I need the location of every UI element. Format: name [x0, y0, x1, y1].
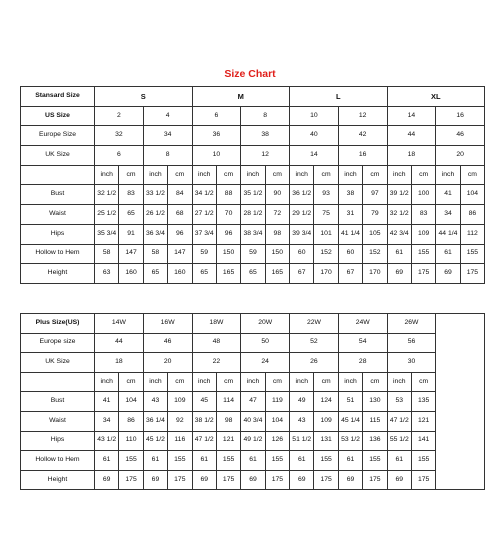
side-empty-cell — [436, 314, 485, 490]
measure-value: 39 1/2 — [387, 185, 411, 205]
plus-size-18w: 18W — [192, 314, 241, 334]
measure-value: 38 3/4 — [241, 224, 265, 244]
size-group-xl: XL — [387, 87, 485, 107]
measure-value: 135 — [411, 392, 435, 412]
measure-value: 72 — [265, 205, 289, 225]
measure-value: 83 — [411, 205, 435, 225]
measure-value: 88 — [216, 185, 240, 205]
measure-value: 86 — [119, 411, 143, 431]
size-value: 24 — [241, 353, 290, 373]
measure-value: 29 1/2 — [290, 205, 314, 225]
measure-value: 124 — [314, 392, 338, 412]
measure-value: 175 — [411, 264, 435, 284]
row-label: Bust — [21, 185, 95, 205]
measure-value: 67 — [338, 264, 362, 284]
table-row — [21, 87, 485, 107]
measure-value: 60 — [338, 244, 362, 264]
table-row — [21, 165, 485, 185]
size-value: 18 — [95, 353, 144, 373]
measure-value: 65 — [241, 264, 265, 284]
unit-inch: inch — [436, 165, 460, 185]
measure-value: 32 1/2 — [95, 185, 119, 205]
measure-value: 45 1/4 — [338, 411, 362, 431]
measure-value: 35 1/2 — [241, 185, 265, 205]
measure-value: 84 — [168, 185, 192, 205]
measure-value: 69 — [143, 470, 167, 490]
measure-value: 61 — [387, 451, 411, 471]
size-value: 52 — [290, 333, 339, 353]
measure-value: 69 — [241, 470, 265, 490]
measure-value: 75 — [314, 205, 338, 225]
size-group-s: S — [95, 87, 193, 107]
table-row — [21, 411, 485, 431]
size-value: 50 — [241, 333, 290, 353]
measure-value: 109 — [168, 392, 192, 412]
size-group-m: M — [192, 87, 290, 107]
row-label: Hips — [21, 224, 95, 244]
size-group-l: L — [290, 87, 388, 107]
measure-value: 83 — [119, 185, 143, 205]
row-label: Europe size — [21, 333, 95, 353]
units-label — [21, 165, 95, 185]
table-row — [21, 431, 485, 451]
measure-value: 155 — [314, 451, 338, 471]
measure-value: 92 — [168, 411, 192, 431]
measure-value: 61 — [143, 451, 167, 471]
measure-value: 96 — [168, 224, 192, 244]
measure-value: 147 — [119, 244, 143, 264]
measure-value: 155 — [119, 451, 143, 471]
measure-value: 55 1/2 — [387, 431, 411, 451]
measure-value: 115 — [363, 411, 387, 431]
size-value: 16 — [436, 106, 485, 126]
measure-value: 155 — [411, 244, 435, 264]
measure-value: 93 — [314, 185, 338, 205]
measure-value: 116 — [168, 431, 192, 451]
unit-inch: inch — [387, 165, 411, 185]
table-row — [21, 333, 485, 353]
measure-value: 51 — [338, 392, 362, 412]
size-value: 40 — [290, 126, 339, 146]
measure-value: 36 1/2 — [290, 185, 314, 205]
size-value: 4 — [143, 106, 192, 126]
measure-value: 43 — [290, 411, 314, 431]
unit-inch: inch — [143, 372, 167, 392]
unit-cm: cm — [168, 372, 192, 392]
measure-value: 38 — [338, 185, 362, 205]
table-row — [21, 126, 485, 146]
table-row — [21, 205, 485, 225]
measure-value: 40 3/4 — [241, 411, 265, 431]
row-label: UK Size — [21, 146, 95, 166]
size-value: 20 — [143, 353, 192, 373]
measure-value: 26 1/2 — [143, 205, 167, 225]
measure-value: 28 1/2 — [241, 205, 265, 225]
measure-value: 86 — [460, 205, 484, 225]
measure-value: 130 — [363, 392, 387, 412]
unit-inch: inch — [143, 165, 167, 185]
row-label: Waist — [21, 205, 95, 225]
row-label: Height — [21, 470, 95, 490]
measure-value: 65 — [143, 264, 167, 284]
measure-value: 61 — [290, 451, 314, 471]
measure-value: 90 — [265, 185, 289, 205]
plus-size-14w: 14W — [95, 314, 144, 334]
measure-value: 31 — [338, 205, 362, 225]
measure-value: 25 1/2 — [95, 205, 119, 225]
size-value: 6 — [192, 106, 241, 126]
plus-size-26w: 26W — [387, 314, 436, 334]
unit-cm: cm — [460, 165, 484, 185]
measure-value: 36 3/4 — [143, 224, 167, 244]
unit-inch: inch — [387, 372, 411, 392]
measure-value: 69 — [338, 470, 362, 490]
table-row — [21, 372, 485, 392]
table-row — [21, 185, 485, 205]
table-row — [21, 106, 485, 126]
measure-value: 42 3/4 — [387, 224, 411, 244]
row-label: UK Size — [21, 353, 95, 373]
size-value: 6 — [95, 146, 144, 166]
measure-value: 152 — [363, 244, 387, 264]
measure-value: 53 1/2 — [338, 431, 362, 451]
table-row — [21, 470, 485, 490]
measure-value: 175 — [168, 470, 192, 490]
measure-value: 165 — [265, 264, 289, 284]
measure-value: 47 1/2 — [192, 431, 216, 451]
row-label: Height — [21, 264, 95, 284]
measure-value: 43 — [143, 392, 167, 412]
measure-value: 61 — [338, 451, 362, 471]
measure-value: 98 — [265, 224, 289, 244]
table-row — [21, 264, 485, 284]
size-chart-title: Size Chart — [224, 68, 276, 80]
measure-value: 175 — [460, 264, 484, 284]
measure-value: 175 — [216, 470, 240, 490]
measure-value: 65 — [119, 205, 143, 225]
unit-cm: cm — [119, 165, 143, 185]
measure-value: 41 1/4 — [338, 224, 362, 244]
measure-value: 121 — [411, 411, 435, 431]
measure-value: 41 — [95, 392, 119, 412]
unit-inch: inch — [95, 372, 119, 392]
measure-value: 61 — [95, 451, 119, 471]
measure-value: 104 — [265, 411, 289, 431]
plus-size-20w: 20W — [241, 314, 290, 334]
row-label: Bust — [21, 392, 95, 412]
size-value: 44 — [95, 333, 144, 353]
measure-value: 155 — [216, 451, 240, 471]
measure-value: 34 1/2 — [192, 185, 216, 205]
measure-value: 51 1/2 — [290, 431, 314, 451]
measure-value: 47 1/2 — [387, 411, 411, 431]
unit-cm: cm — [411, 165, 435, 185]
measure-value: 141 — [411, 431, 435, 451]
size-value: 14 — [387, 106, 436, 126]
measure-value: 32 1/2 — [387, 205, 411, 225]
measure-value: 96 — [216, 224, 240, 244]
table-row — [21, 244, 485, 264]
plus-size-16w: 16W — [143, 314, 192, 334]
size-value: 32 — [95, 126, 144, 146]
measure-value: 112 — [460, 224, 484, 244]
measure-value: 59 — [241, 244, 265, 264]
measure-value: 34 — [95, 411, 119, 431]
size-value: 10 — [290, 106, 339, 126]
unit-inch: inch — [290, 372, 314, 392]
unit-inch: inch — [290, 165, 314, 185]
measure-value: 61 — [436, 244, 460, 264]
size-value: 48 — [192, 333, 241, 353]
measure-value: 33 1/2 — [143, 185, 167, 205]
measure-value: 34 — [436, 205, 460, 225]
plus-size-22w: 22W — [290, 314, 339, 334]
measure-value: 38 1/2 — [192, 411, 216, 431]
measure-value: 105 — [363, 224, 387, 244]
measure-value: 61 — [387, 244, 411, 264]
plus-size-24w: 24W — [338, 314, 387, 334]
plus-size-table — [20, 313, 485, 490]
measure-value: 39 3/4 — [290, 224, 314, 244]
measure-value: 69 — [387, 470, 411, 490]
unit-cm: cm — [216, 165, 240, 185]
unit-cm: cm — [314, 165, 338, 185]
size-value: 46 — [436, 126, 485, 146]
unit-inch: inch — [241, 372, 265, 392]
row-label: Hollow to Hem — [21, 451, 95, 471]
measure-value: 68 — [168, 205, 192, 225]
measure-value: 104 — [119, 392, 143, 412]
measure-value: 147 — [168, 244, 192, 264]
measure-value: 60 — [290, 244, 314, 264]
plus-size-header: Plus Size(US) — [21, 314, 95, 334]
measure-value: 69 — [387, 264, 411, 284]
table-row — [21, 224, 485, 244]
measure-value: 100 — [411, 185, 435, 205]
measure-value: 37 3/4 — [192, 224, 216, 244]
measure-value: 98 — [216, 411, 240, 431]
measure-value: 47 — [241, 392, 265, 412]
measure-value: 45 1/2 — [143, 431, 167, 451]
size-value: 44 — [387, 126, 436, 146]
size-value: 2 — [95, 106, 144, 126]
measure-value: 175 — [314, 470, 338, 490]
measure-value: 79 — [363, 205, 387, 225]
size-value: 54 — [338, 333, 387, 353]
size-value: 42 — [338, 126, 387, 146]
measure-value: 58 — [95, 244, 119, 264]
measure-value: 35 3/4 — [95, 224, 119, 244]
measure-value: 101 — [314, 224, 338, 244]
measure-value: 152 — [314, 244, 338, 264]
measure-value: 69 — [95, 470, 119, 490]
unit-inch: inch — [192, 165, 216, 185]
measure-value: 67 — [290, 264, 314, 284]
unit-cm: cm — [314, 372, 338, 392]
unit-inch: inch — [338, 165, 362, 185]
measure-value: 109 — [411, 224, 435, 244]
unit-cm: cm — [363, 165, 387, 185]
unit-cm: cm — [411, 372, 435, 392]
measure-value: 126 — [265, 431, 289, 451]
table-row — [21, 392, 485, 412]
measure-value: 150 — [265, 244, 289, 264]
measure-value: 155 — [265, 451, 289, 471]
measure-value: 61 — [241, 451, 265, 471]
size-value: 10 — [192, 146, 241, 166]
measure-value: 65 — [192, 264, 216, 284]
size-value: 46 — [143, 333, 192, 353]
measure-value: 69 — [192, 470, 216, 490]
size-value: 56 — [387, 333, 436, 353]
measure-value: 69 — [436, 264, 460, 284]
unit-cm: cm — [265, 165, 289, 185]
unit-inch: inch — [338, 372, 362, 392]
unit-cm: cm — [265, 372, 289, 392]
measure-value: 49 — [290, 392, 314, 412]
size-value: 16 — [338, 146, 387, 166]
measure-value: 160 — [119, 264, 143, 284]
size-value: 20 — [436, 146, 485, 166]
measure-value: 136 — [363, 431, 387, 451]
measure-value: 114 — [216, 392, 240, 412]
size-value: 38 — [241, 126, 290, 146]
measure-value: 69 — [290, 470, 314, 490]
measure-value: 45 — [192, 392, 216, 412]
size-value: 12 — [338, 106, 387, 126]
row-label: US Size — [21, 106, 95, 126]
size-value: 30 — [387, 353, 436, 373]
unit-inch: inch — [241, 165, 265, 185]
size-value: 26 — [290, 353, 339, 373]
measure-value: 175 — [265, 470, 289, 490]
unit-cm: cm — [168, 165, 192, 185]
measure-value: 53 — [387, 392, 411, 412]
measure-value: 170 — [363, 264, 387, 284]
measure-value: 97 — [363, 185, 387, 205]
measure-value: 155 — [460, 244, 484, 264]
unit-inch: inch — [95, 165, 119, 185]
measure-value: 160 — [168, 264, 192, 284]
measure-value: 91 — [119, 224, 143, 244]
measure-value: 165 — [216, 264, 240, 284]
unit-cm: cm — [119, 372, 143, 392]
table-row — [21, 146, 485, 166]
measure-value: 41 — [436, 185, 460, 205]
unit-cm: cm — [216, 372, 240, 392]
size-value: 22 — [192, 353, 241, 373]
measure-value: 104 — [460, 185, 484, 205]
measure-value: 175 — [119, 470, 143, 490]
measure-value: 36 1/4 — [143, 411, 167, 431]
measure-value: 43 1/2 — [95, 431, 119, 451]
row-label: Hips — [21, 431, 95, 451]
size-value: 36 — [192, 126, 241, 146]
size-value: 34 — [143, 126, 192, 146]
measure-value: 109 — [314, 411, 338, 431]
measure-value: 70 — [216, 205, 240, 225]
measure-value: 49 1/2 — [241, 431, 265, 451]
unit-cm: cm — [363, 372, 387, 392]
standard-size-table — [20, 86, 485, 284]
measure-value: 155 — [411, 451, 435, 471]
row-label: Europe Size — [21, 126, 95, 146]
measure-value: 119 — [265, 392, 289, 412]
size-value: 28 — [338, 353, 387, 373]
measure-value: 170 — [314, 264, 338, 284]
measure-value: 155 — [168, 451, 192, 471]
measure-value: 175 — [411, 470, 435, 490]
table-row — [21, 451, 485, 471]
table-row — [21, 314, 485, 334]
measure-value: 121 — [216, 431, 240, 451]
measure-value: 110 — [119, 431, 143, 451]
measure-value: 27 1/2 — [192, 205, 216, 225]
size-value: 8 — [241, 106, 290, 126]
size-value: 18 — [387, 146, 436, 166]
measure-value: 61 — [192, 451, 216, 471]
measure-value: 131 — [314, 431, 338, 451]
measure-value: 59 — [192, 244, 216, 264]
standard-size-header: Stansard Size — [21, 87, 95, 107]
row-label: Waist — [21, 411, 95, 431]
measure-value: 175 — [363, 470, 387, 490]
units-label — [21, 372, 95, 392]
measure-value: 155 — [363, 451, 387, 471]
size-value: 8 — [143, 146, 192, 166]
size-value: 12 — [241, 146, 290, 166]
table-row — [21, 353, 485, 373]
measure-value: 150 — [216, 244, 240, 264]
size-value: 14 — [290, 146, 339, 166]
unit-inch: inch — [192, 372, 216, 392]
measure-value: 44 1/4 — [436, 224, 460, 244]
row-label: Hollow to Hem — [21, 244, 95, 264]
measure-value: 58 — [143, 244, 167, 264]
measure-value: 63 — [95, 264, 119, 284]
